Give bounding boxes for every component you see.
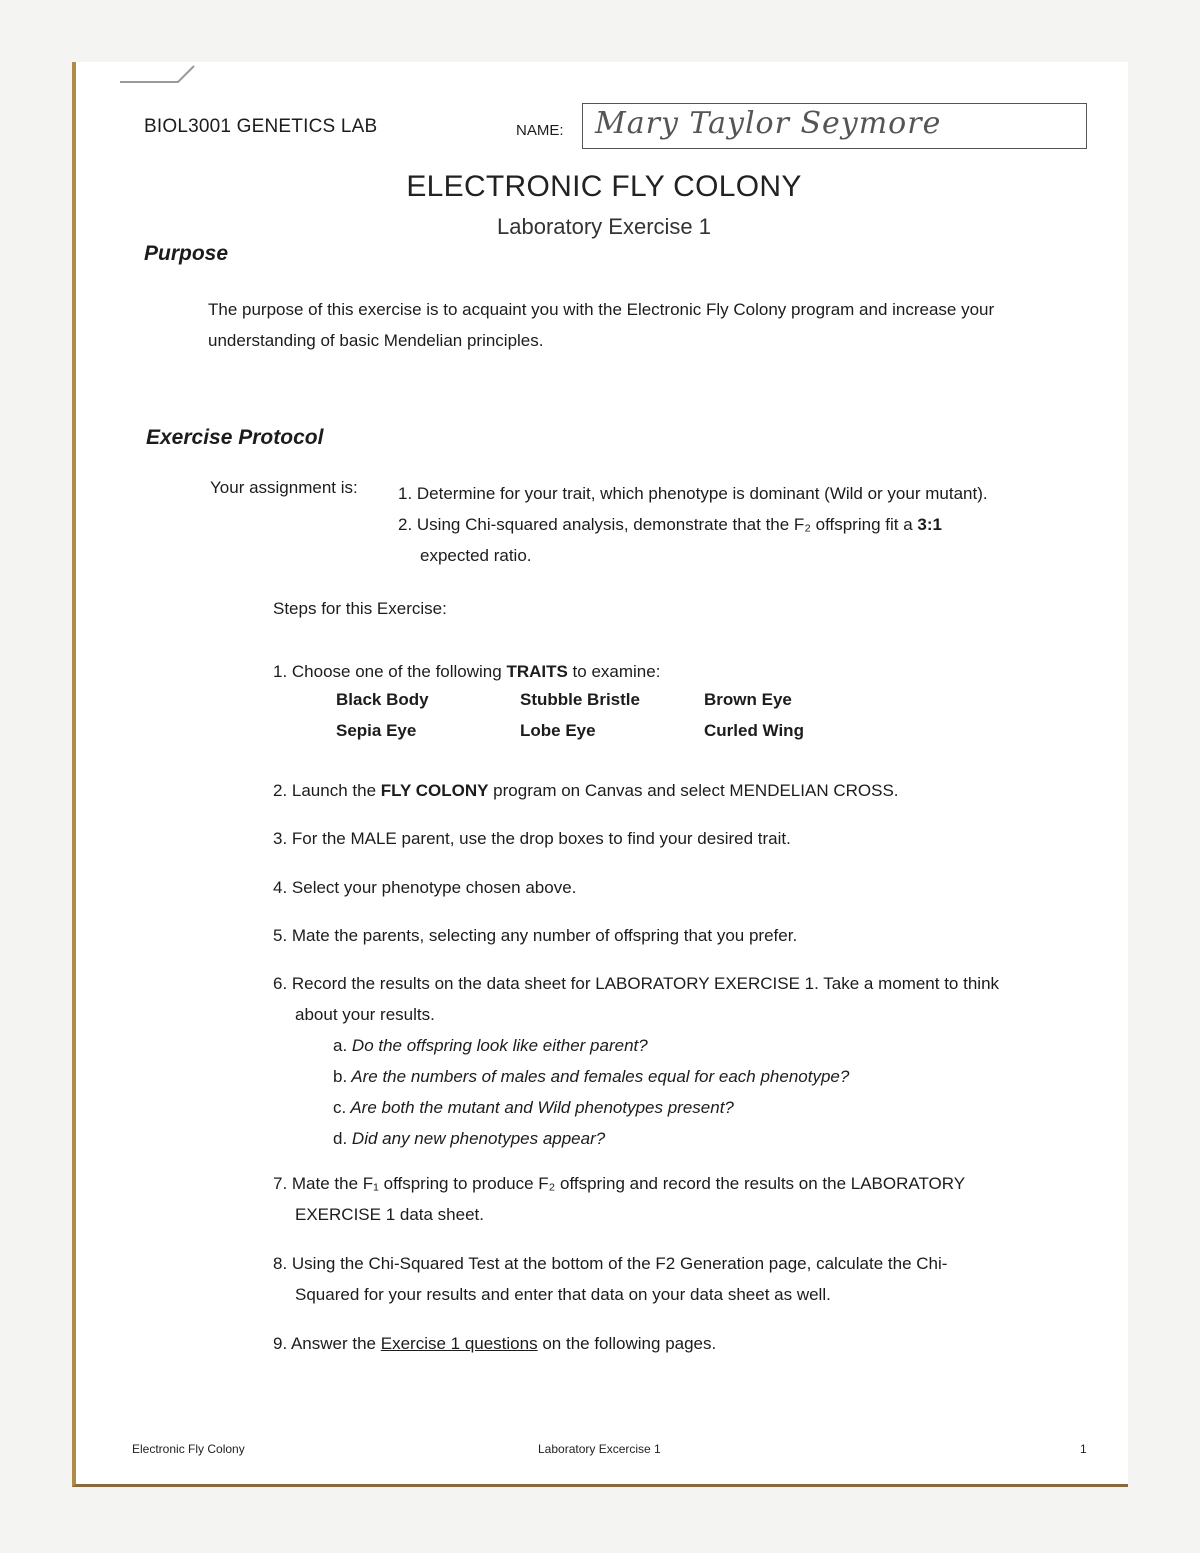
trait-item: Black Body (336, 690, 429, 709)
assignment-item-2: 2. Using Chi-squared analysis, demonstrate that the F₂ offspring fit a 3:1 (398, 515, 942, 534)
step-6: 6. Record the results on the data sheet for LABORATORY EXERCISE 1. Take a moment to think about your results. a. Do the offspring look like either parent? b. Are the numbers of males and females equal for each phenotype? c. Are both the mutant and Wild phenotypes present? d. Did any new phenotypes appear? (273, 968, 1073, 1154)
trait-item: Curled Wing (704, 721, 804, 740)
handwritten-name: Mary Taylor Seymore (595, 106, 942, 141)
name-field[interactable] (582, 103, 1087, 149)
staple-mark (118, 62, 198, 86)
assignment-item-1: 1. Determine for your trait, which phenotype is dominant (Wild or your mutant). (398, 484, 988, 503)
purpose-heading: Purpose (144, 242, 229, 265)
step-7: 7. Mate the F₁ offspring to produce F₂ offspring and record the results on the LABORATORY EXERCISE 1 data sheet. (273, 1174, 966, 1224)
exercise-questions-link[interactable]: Exercise 1 questions (380, 1334, 538, 1353)
step-1: 1. Choose one of the following TRAITS to examine: (273, 662, 661, 681)
assignment-label: Your assignment is: (210, 478, 358, 497)
assignment-item-2-cont: expected ratio. (420, 546, 532, 565)
purpose-text: The purpose of this exercise is to acquaint you with the Electronic Fly Colony program and increase your understanding of basic Mendelian principles. (208, 300, 995, 350)
document-subtitle: Laboratory Exercise 1 (497, 214, 711, 239)
step-6-subitem: a. Do the offspring look like either parent? (333, 1036, 648, 1055)
step-5: 5. Mate the parents, selecting any number of offspring that you prefer. (273, 926, 798, 945)
name-label: NAME: (516, 122, 564, 139)
step-9: 9. Answer the Exercise 1 questions on the following pages. (273, 1334, 717, 1353)
step-6-subitem: b. Are the numbers of males and females equal for each phenotype? (333, 1067, 850, 1086)
trait-item: Brown Eye (704, 690, 792, 709)
step-2: 2. Launch the FLY COLONY program on Canvas and select MENDELIAN CROSS. (273, 781, 899, 800)
trait-item: Sepia Eye (336, 721, 417, 740)
step-4: 4. Select your phenotype chosen above. (273, 878, 577, 897)
footer-center: Laboratory Excercise 1 (538, 1442, 661, 1456)
step-6-subitem: d. Did any new phenotypes appear? (333, 1129, 606, 1148)
protocol-heading: Exercise Protocol (146, 426, 324, 449)
step-3: 3. For the MALE parent, use the drop boxes to find your desired trait. (273, 829, 791, 848)
footer-left: Electronic Fly Colony (132, 1442, 245, 1456)
document-title: ELECTRONIC FLY COLONY (406, 170, 802, 203)
steps-label: Steps for this Exercise: (273, 599, 447, 618)
step-6-subitem: c. Are both the mutant and Wild phenotypes present? (333, 1098, 734, 1117)
assignment-list (398, 478, 1098, 571)
document-page (72, 62, 1128, 1487)
step-8: 8. Using the Chi-Squared Test at the bottom of the F2 Generation page, calculate the Chi- Squared for your results and enter that data on your data sheet as well. (273, 1254, 948, 1304)
page-number: 1 (1080, 1442, 1087, 1456)
trait-item: Lobe Eye (520, 721, 596, 740)
trait-item: Stubble Bristle (520, 690, 640, 709)
course-title: BIOL3001 GENETICS LAB (144, 116, 378, 137)
traits-grid (336, 684, 888, 746)
